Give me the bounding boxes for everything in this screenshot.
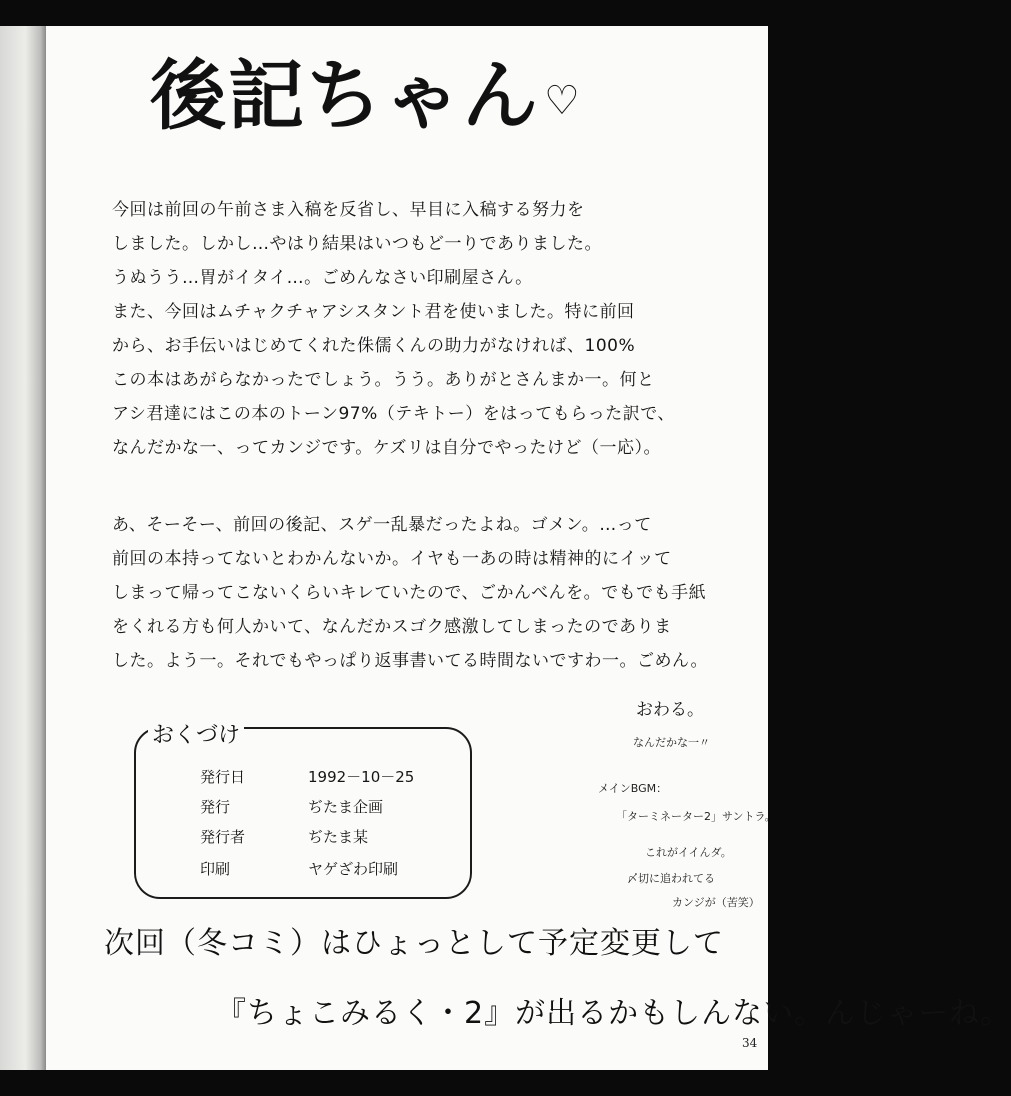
text-line: アシ君達にはこの本のトーン97%（テキトー）をはってもらった訳で、: [112, 404, 675, 424]
text-line: した。よう一。それでもやっぱり返事書いてる時間ないですわ一。ごめん。: [112, 651, 709, 671]
colophon-value: ぢたま某: [308, 828, 369, 846]
sign-off-sub: なんだかな一〃: [633, 736, 710, 749]
colophon-key: 発行: [200, 798, 231, 816]
text-line: あ、そーそー、前回の後記、スゲ一乱暴だったよね。ゴメン。…って: [112, 515, 652, 535]
text-line: うぬうう…胃がイタイ…。ごめんなさい印刷屋さん。: [112, 268, 533, 288]
text-line: 今回は前回の午前さま入稿を反省し、早目に入稿する努力を: [112, 200, 585, 220]
bgm-comment: カンジが（苦笑）: [672, 896, 760, 909]
colophon-row-date: [200, 766, 500, 794]
page-number: 34: [742, 1036, 758, 1050]
bgm-comment: これがイイんダ。: [645, 846, 732, 859]
text-line: この本はあがらなかったでしょう。うう。ありがとさんまか一。何と: [112, 370, 655, 390]
bgm-label: メインBGM：: [598, 782, 668, 795]
colophon-key: 発行日: [200, 768, 246, 786]
title-text: 後記ちゃん: [150, 51, 540, 140]
text-line: なんだかな一、ってカンジです。ケズリは自分でやったけど（一応）。: [112, 438, 662, 458]
colophon-value: ぢたま企画: [308, 798, 384, 816]
colophon-key: 印刷: [200, 860, 231, 878]
next-issue-line-2: 『ちょこみるく・2』が出るかもしんない。んじゃーね。: [216, 996, 1011, 1031]
text-line: しまって帰ってこないくらいキレていたので、ごかんべんを。でもでも手紙: [112, 583, 707, 603]
afterword-paragraph-1: [112, 193, 712, 465]
text-line: をくれる方も何人かいて、なんだかスゴク感激してしまったのでありま: [112, 617, 672, 637]
colophon-row-publisher: [200, 796, 500, 824]
heart-icon: ♡: [544, 78, 582, 124]
book-gutter: [0, 26, 46, 1070]
colophon-value: ヤゲざわ印刷: [308, 860, 399, 878]
bgm-value: 「ターミネーター2」サントラ。: [616, 810, 776, 823]
next-issue-line-1: 次回（冬コミ）はひょっとして予定変更して: [104, 926, 724, 961]
text-line: また、今回はムチャクチャアシスタント君を使いました。特に前回: [112, 302, 635, 322]
sign-off: おわる。: [636, 700, 704, 720]
colophon-row-issuer: [200, 826, 500, 854]
text-line: しました。しかし…やはり結果はいつもど一りでありました。: [112, 234, 602, 254]
afterword-paragraph-2: [112, 508, 712, 678]
bgm-comment: 〆切に追われてる: [627, 872, 715, 885]
colophon-value: 1992－10－25: [308, 768, 415, 786]
text-line: から、お手伝いはじめてくれた侏儒くんの助力がなければ、100%: [112, 336, 636, 356]
colophon-label: おくづけ: [148, 718, 244, 749]
colophon-key: 発行者: [200, 828, 246, 846]
text-line: 前回の本持ってないとわかんないか。イヤも一あの時は精神的にイッて: [112, 549, 672, 569]
afterword-title: [150, 50, 630, 141]
colophon-row-printer: [200, 858, 500, 886]
